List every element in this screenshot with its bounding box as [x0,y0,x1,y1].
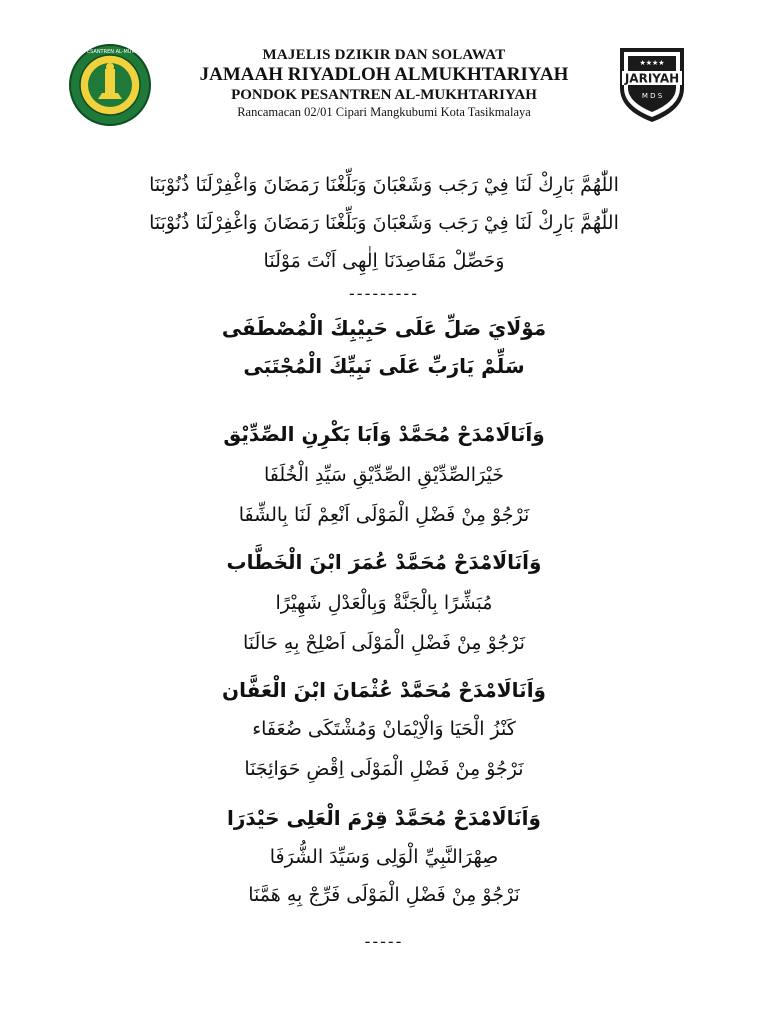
separator-dashes: --------- [349,284,419,303]
praise-heading: وَاَنَالَامْدَحْ مُحَمَّدْ قِرْمَ الْعَلِى حَيْدَرَا [227,806,541,830]
verse-line: نَرْجُوْ مِنْ فَضْلِ الْمَوْلَى فَرِّجْ بِهِ هَمَّنَا [248,884,520,906]
prayer-line: وَحَصِّلْ مَقَاصِدَنَا اِلٰهِى اَنْتَ مَوْلَنَا [263,250,505,272]
praise-heading: وَاَنَالَامْدَحْ مُحَمَّدْ عُمَرَ ابْنَ الْخَطَّاب [226,550,542,574]
verse-line: نَرْجُوْ مِنْ فَضْلِ الْمَوْلَى اِقْضِ حَوَائِجَنَا [244,758,524,780]
separator-dashes: ----- [364,932,404,951]
verse-line: نَرْجُوْ مِنْ فَضْلِ الْمَوْلَى اَصْلِحْ بِهِ حَالَنَا [243,632,525,654]
solawat-line: مَوْلَايَ صَلِّ عَلَى حَبِيْبِكَ الْمُصْطَفَى [221,316,547,340]
verse-line: نَرْجُوْ مِنْ فَضْلِ الْمَوْلَى اَنْعِمْ لَنَا بِالشِّفَا [238,504,530,526]
verse-line: خَيْرَالصِّدِّيْقِ الصِّدِّيْقِ سَيِّدِ الْخُلَفَا [263,464,505,486]
praise-heading: وَاَنَالَامْدَحْ مُحَمَّدْ وَاَبَا بَكْرِنِ الصِّدِّيْق [223,422,545,446]
praise-heading: وَاَنَالَامْدَحْ مُحَمَّدْ عُثْمَانَ ابْنَ الْعَفَّان [222,678,546,702]
verse-line: صِهْرَالنَّبِيِّ الْوَلِى وَسَيِّدَ الشُّرَفَا [269,846,499,868]
logo-right-text: JARIYAH [624,71,680,86]
verse-line: مُبَشِّرًا بِالْجَنَّةْ وَبِالْعَدْلِ شَهِيْرًا [275,592,493,614]
header-line-2: JAMAAH RIYADLOH ALMUKHTARIYAH [199,64,569,85]
verse-line: كَنْزُ الْحَيَا وَالْاِيْمَانْ وَمُشْتَكَى ضُعَفَاء [252,718,516,740]
prayer-line: اللّٰهُمَّ بَارِكْ لَنَا فِيْ رَجَب وَشَعْبَانَ وَبَلِّغْنَا رَمَضَانَ وَاغْفِرْلَنَا ذُنُوْبَنَا [149,212,619,234]
header-line-1: MAJELIS DZIKIR DAN SOLAWAT [262,47,506,63]
prayer-line: اللّٰهُمَّ بَارِكْ لَنَا فِيْ رَجَب وَشَعْبَانَ وَبَلِّغْنَا رَمَضَانَ وَاغْفِرْلَنَا ذُنُوْبَنَا [149,174,619,196]
header-address: Rancamacan 02/01 Cipari Mangkubumi Kota Tasikmalaya [237,105,531,119]
logo-right-sub: M D S [641,92,663,100]
logo-left-text: PONDOK PESANTREN AL-MUKHTARIYAH [60,49,160,55]
header-line-3: PONDOK PESANTREN AL-MUKHTARIYAH [231,87,537,103]
solawat-line: سَلِّمْ يَارَبِّ عَلَى نَبِيِّكَ الْمُجْتَبَى [243,354,525,378]
stars-icon: ★★★★ [639,59,665,67]
